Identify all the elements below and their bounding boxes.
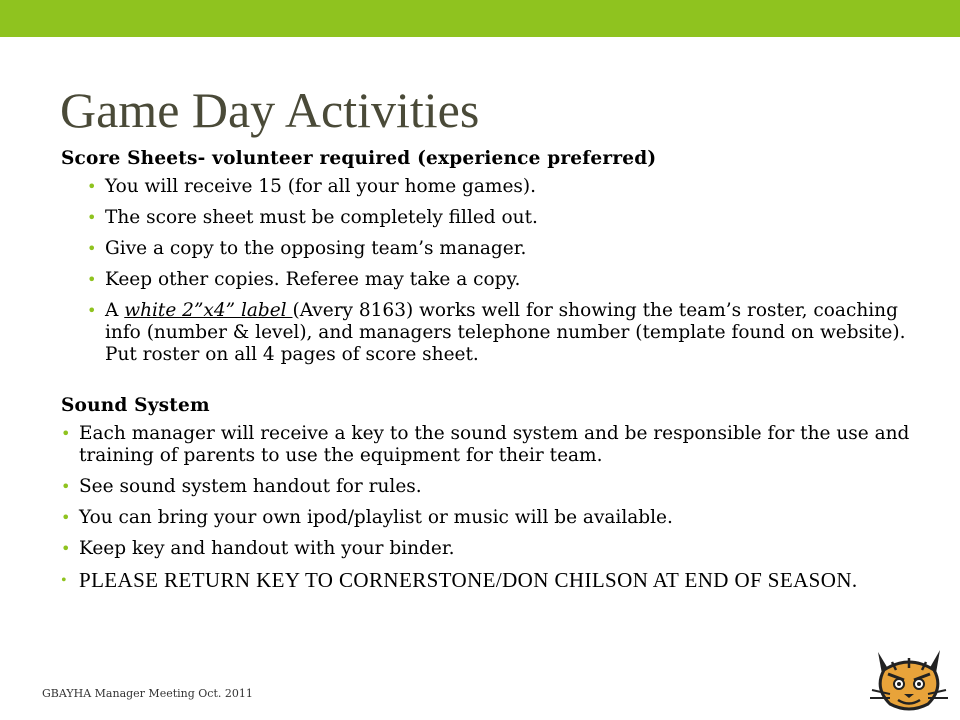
sound-system-heading: Sound System — [61, 395, 210, 416]
list-item: • The score sheet must be completely filled out. — [87, 207, 538, 228]
list-item: • You will receive 15 (for all your home games). — [87, 176, 537, 197]
wildcat-mascot-icon — [868, 644, 950, 714]
sound-system-list — [61, 423, 911, 592]
accent-top-bar — [0, 0, 960, 37]
bullet-icon: • — [87, 177, 97, 196]
list-item: • Give a copy to the opposing team’s manager. — [87, 238, 527, 259]
slide-title: Game Day Activities — [60, 82, 480, 138]
bullet-icon: • — [61, 477, 71, 496]
slide-content — [61, 148, 911, 601]
list-item: • You can bring your own ipod/playlist or music will be available. — [61, 507, 673, 528]
bullet-icon: • — [87, 301, 97, 320]
list-item: • See sound system handout for rules. — [61, 476, 422, 497]
bullet-icon: • — [87, 239, 97, 258]
list-item: • Keep other copies. Referee may take a copy. — [87, 269, 521, 290]
label-emphasis: white 2”x4” label — [124, 300, 293, 321]
bullet-icon: • — [61, 539, 71, 558]
bullet-icon: • — [87, 270, 97, 289]
list-item-return-key: • PLEASE RETURN KEY TO CORNERSTONE/DON CHILSON AT END OF SEASON. — [61, 568, 858, 592]
footer-text: GBAYHA Manager Meeting Oct. 2011 — [42, 687, 253, 700]
bullet-icon: • — [87, 208, 97, 227]
score-sheets-list — [61, 176, 911, 366]
score-sheets-heading: Score Sheets- volunteer required (experience preferred) — [61, 148, 657, 169]
list-item: • Each manager will receive a key to the sound system and be responsible for the use and training of parents to use the equipment for their team. — [61, 423, 910, 466]
list-item: • Keep key and handout with your binder. — [61, 538, 455, 559]
bullet-icon: • — [61, 572, 68, 589]
list-item-label: • A white 2”x4” label (Avery 8163) works well for showing the team’s roster, coaching info (number & level), and managers telephone number (template found on website). Put roster on all 4 pages of score sheet. — [87, 300, 906, 365]
bullet-icon: • — [61, 508, 71, 527]
bullet-icon: • — [61, 424, 71, 443]
